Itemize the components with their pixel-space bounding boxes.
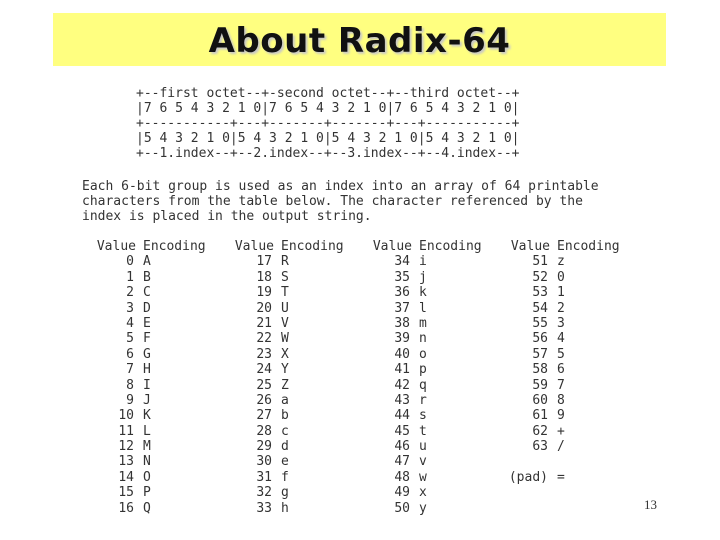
cell-encoding: 7 <box>557 377 565 393</box>
cell-value: 42 <box>394 377 410 393</box>
table-row <box>232 316 370 331</box>
cell-value: 10 <box>118 408 134 424</box>
table-row <box>508 378 646 393</box>
table-row <box>508 362 646 377</box>
table-row <box>232 424 370 439</box>
table-row <box>94 424 232 439</box>
table-row <box>508 393 646 408</box>
cell-encoding: b <box>281 408 289 424</box>
cell-encoding: 6 <box>557 362 565 378</box>
cell-encoding <box>557 485 646 500</box>
table-row <box>370 470 508 485</box>
cell-encoding: z <box>557 254 565 270</box>
header-value: Value <box>96 239 136 254</box>
table-row <box>508 454 646 469</box>
cell-value: 36 <box>394 285 410 301</box>
table-row <box>94 485 232 500</box>
cell-value: 57 <box>532 346 548 362</box>
table-row <box>370 362 508 377</box>
paragraph-line: index is placed in the output string. <box>82 209 372 224</box>
diagram-line: +--first octet--+-second octet--+--third octet--+ <box>136 86 520 101</box>
cell-value: 34 <box>394 254 410 270</box>
table-row <box>370 439 508 454</box>
cell-value: 2 <box>126 285 134 301</box>
cell-encoding: n <box>419 331 427 347</box>
table-row <box>94 347 232 362</box>
cell-value: 18 <box>256 269 272 285</box>
cell-value: 29 <box>256 439 272 455</box>
cell-encoding: f <box>281 469 289 485</box>
table-row <box>232 362 370 377</box>
cell-value: 21 <box>256 315 272 331</box>
cell-value: 60 <box>532 392 548 408</box>
table-row <box>94 254 232 269</box>
cell-value: 39 <box>394 331 410 347</box>
table-row <box>94 331 232 346</box>
cell-encoding: S <box>281 269 289 285</box>
table-row <box>508 347 646 362</box>
header-value: Value <box>372 239 412 254</box>
table-row <box>508 439 646 454</box>
cell-encoding: Q <box>143 500 151 516</box>
table-row <box>370 501 508 516</box>
cell-value: 46 <box>394 439 410 455</box>
cell-encoding: y <box>419 500 427 516</box>
table-row <box>94 408 232 423</box>
table-row <box>508 485 646 500</box>
cell-value: 47 <box>394 454 410 470</box>
cell-value: 26 <box>256 392 272 408</box>
table-row <box>370 270 508 285</box>
cell-encoding: h <box>281 500 289 516</box>
cell-encoding: 9 <box>557 408 565 424</box>
cell-encoding: r <box>419 392 427 408</box>
table-row <box>508 254 646 269</box>
cell-encoding: I <box>143 377 151 393</box>
cell-encoding: T <box>281 285 289 301</box>
cell-encoding: q <box>419 377 427 393</box>
cell-encoding: d <box>281 439 289 455</box>
cell-value: 11 <box>118 423 134 439</box>
table-row <box>508 470 646 485</box>
table-column <box>94 239 232 516</box>
cell-encoding: 0 <box>557 269 565 285</box>
table-row <box>94 501 232 516</box>
cell-encoding: F <box>143 331 151 347</box>
header-encoding: Encoding <box>143 239 206 254</box>
cell-value: 45 <box>394 423 410 439</box>
cell-value: 6 <box>126 346 134 362</box>
table-row <box>94 316 232 331</box>
table-row <box>94 439 232 454</box>
encoding-table <box>94 239 644 516</box>
header-encoding: Encoding <box>419 239 482 254</box>
table-row <box>94 301 232 316</box>
cell-value: 0 <box>126 254 134 270</box>
cell-encoding: E <box>143 315 151 331</box>
diagram-line: +-----------+---+-------+-------+---+-----------+ <box>136 116 520 131</box>
cell-encoding: 2 <box>557 300 565 316</box>
cell-value: 20 <box>256 300 272 316</box>
cell-value: 5 <box>126 331 134 347</box>
cell-value: 54 <box>532 300 548 316</box>
cell-encoding: t <box>419 423 427 439</box>
cell-value <box>508 501 557 516</box>
cell-value: 8 <box>126 377 134 393</box>
cell-value: 25 <box>256 377 272 393</box>
paragraph-line: characters from the table below. The character referenced by the <box>82 194 583 209</box>
cell-encoding: g <box>281 485 289 501</box>
cell-encoding: O <box>143 469 151 485</box>
cell-value: 41 <box>394 362 410 378</box>
cell-encoding: k <box>419 285 427 301</box>
table-row <box>508 424 646 439</box>
cell-encoding: 5 <box>557 346 565 362</box>
table-row <box>94 378 232 393</box>
cell-encoding: w <box>419 469 427 485</box>
table-row <box>370 316 508 331</box>
table-row <box>232 439 370 454</box>
table-row <box>370 347 508 362</box>
slide-title: About Radix-64 <box>208 21 511 61</box>
cell-value: 43 <box>394 392 410 408</box>
cell-value: 40 <box>394 346 410 362</box>
cell-encoding: D <box>143 300 151 316</box>
cell-value: 37 <box>394 300 410 316</box>
cell-encoding: x <box>419 485 427 501</box>
cell-encoding: 3 <box>557 315 565 331</box>
cell-value: 48 <box>394 469 410 485</box>
cell-encoding: + <box>557 423 565 439</box>
cell-value: 14 <box>118 469 134 485</box>
table-row <box>370 454 508 469</box>
cell-value: 51 <box>532 254 548 270</box>
table-row <box>370 301 508 316</box>
cell-encoding: W <box>281 331 289 347</box>
cell-encoding: v <box>419 454 427 470</box>
cell-value: 49 <box>394 485 410 501</box>
cell-value <box>508 454 557 469</box>
cell-encoding: 1 <box>557 285 565 301</box>
table-row <box>370 254 508 269</box>
paragraph-line: Each 6-bit group is used as an index into an array of 64 printable <box>82 179 599 194</box>
cell-encoding: X <box>281 346 289 362</box>
table-row <box>508 331 646 346</box>
cell-encoding: 8 <box>557 392 565 408</box>
table-header-row <box>508 239 646 254</box>
cell-value: 52 <box>532 269 548 285</box>
table-row <box>370 285 508 300</box>
cell-encoding: V <box>281 315 289 331</box>
table-column <box>370 239 508 516</box>
table-row <box>508 285 646 300</box>
table-row <box>370 378 508 393</box>
cell-value: 7 <box>126 362 134 378</box>
cell-encoding: P <box>143 485 151 501</box>
cell-value: 53 <box>532 285 548 301</box>
cell-value: 12 <box>118 439 134 455</box>
cell-value: 33 <box>256 500 272 516</box>
header-value: Value <box>234 239 274 254</box>
table-row <box>508 316 646 331</box>
cell-value: 32 <box>256 485 272 501</box>
header-encoding: Encoding <box>557 239 620 254</box>
diagram-line: |7 6 5 4 3 2 1 0|7 6 5 4 3 2 1 0|7 6 5 4 3 2 1 0| <box>136 101 520 116</box>
table-row <box>232 393 370 408</box>
cell-value: 30 <box>256 454 272 470</box>
cell-encoding: M <box>143 439 151 455</box>
table-row <box>370 331 508 346</box>
cell-value: 59 <box>532 377 548 393</box>
cell-encoding: / <box>557 439 565 455</box>
table-row <box>232 378 370 393</box>
table-header-row <box>370 239 508 254</box>
table-column <box>508 239 646 516</box>
table-row <box>94 470 232 485</box>
title-banner <box>53 13 666 66</box>
diagram-line: |5 4 3 2 1 0|5 4 3 2 1 0|5 4 3 2 1 0|5 4 3 2 1 0| <box>136 131 520 146</box>
cell-value: 31 <box>256 469 272 485</box>
table-row <box>370 485 508 500</box>
cell-encoding: U <box>281 300 289 316</box>
cell-encoding: H <box>143 362 151 378</box>
cell-encoding: c <box>281 423 289 439</box>
cell-encoding: 4 <box>557 331 565 347</box>
diagram-line: +--1.index--+--2.index--+--3.index--+--4.index--+ <box>136 146 520 161</box>
table-row <box>232 408 370 423</box>
cell-value: 62 <box>532 423 548 439</box>
table-row <box>232 347 370 362</box>
cell-value: 13 <box>118 454 134 470</box>
cell-encoding: o <box>419 346 427 362</box>
table-header-row <box>94 239 232 254</box>
cell-encoding: B <box>143 269 151 285</box>
cell-value: 27 <box>256 408 272 424</box>
cell-encoding: Z <box>281 377 289 393</box>
cell-value: 24 <box>256 362 272 378</box>
table-row <box>232 285 370 300</box>
table-row <box>94 270 232 285</box>
cell-value: 28 <box>256 423 272 439</box>
cell-encoding: l <box>419 300 427 316</box>
header-value: Value <box>510 239 550 254</box>
table-row <box>232 270 370 285</box>
table-row <box>508 270 646 285</box>
cell-value: 1 <box>126 269 134 285</box>
cell-value: 22 <box>256 331 272 347</box>
table-row <box>94 454 232 469</box>
table-row <box>232 254 370 269</box>
table-row <box>232 454 370 469</box>
cell-value: 56 <box>532 331 548 347</box>
table-row <box>370 424 508 439</box>
cell-value: 3 <box>126 300 134 316</box>
cell-value: 50 <box>394 500 410 516</box>
cell-encoding: Y <box>281 362 289 378</box>
cell-value: 9 <box>126 392 134 408</box>
table-row <box>370 408 508 423</box>
cell-encoding: R <box>281 254 289 270</box>
table-row <box>94 362 232 377</box>
table-row <box>232 470 370 485</box>
table-header-row <box>232 239 370 254</box>
cell-encoding: e <box>281 454 289 470</box>
cell-value: 15 <box>118 485 134 501</box>
cell-encoding: m <box>419 315 427 331</box>
cell-value: 61 <box>532 408 548 424</box>
cell-encoding: a <box>281 392 289 408</box>
cell-encoding: L <box>143 423 151 439</box>
cell-value <box>508 485 557 500</box>
cell-value: 19 <box>256 285 272 301</box>
table-row <box>508 301 646 316</box>
cell-encoding: p <box>419 362 427 378</box>
table-row <box>232 501 370 516</box>
table-row <box>94 285 232 300</box>
cell-value: 63 <box>532 439 548 455</box>
cell-value: 23 <box>256 346 272 362</box>
cell-encoding <box>557 501 646 516</box>
table-row <box>232 485 370 500</box>
cell-encoding: s <box>419 408 427 424</box>
cell-encoding: = <box>557 469 565 485</box>
table-row <box>508 501 646 516</box>
cell-value: 4 <box>126 315 134 331</box>
octet-diagram <box>136 86 520 161</box>
cell-encoding: C <box>143 285 151 301</box>
table-row <box>370 393 508 408</box>
cell-encoding: N <box>143 454 151 470</box>
table-row <box>94 393 232 408</box>
cell-encoding <box>557 454 646 469</box>
cell-encoding: K <box>143 408 151 424</box>
cell-value: 55 <box>532 315 548 331</box>
table-row <box>232 301 370 316</box>
description-paragraph <box>82 179 599 224</box>
table-row <box>508 408 646 423</box>
cell-encoding: G <box>143 346 151 362</box>
cell-value: (pad) <box>508 469 548 485</box>
cell-encoding: j <box>419 269 427 285</box>
table-column <box>232 239 370 516</box>
cell-encoding: J <box>143 392 151 408</box>
cell-encoding: i <box>419 254 427 270</box>
cell-value: 16 <box>118 500 134 516</box>
cell-encoding: u <box>419 439 427 455</box>
cell-value: 44 <box>394 408 410 424</box>
table-row <box>232 331 370 346</box>
cell-value: 38 <box>394 315 410 331</box>
cell-value: 17 <box>256 254 272 270</box>
cell-value: 58 <box>532 362 548 378</box>
page-number: 13 <box>644 497 657 512</box>
cell-value: 35 <box>394 269 410 285</box>
cell-encoding: A <box>143 254 151 270</box>
header-encoding: Encoding <box>281 239 344 254</box>
